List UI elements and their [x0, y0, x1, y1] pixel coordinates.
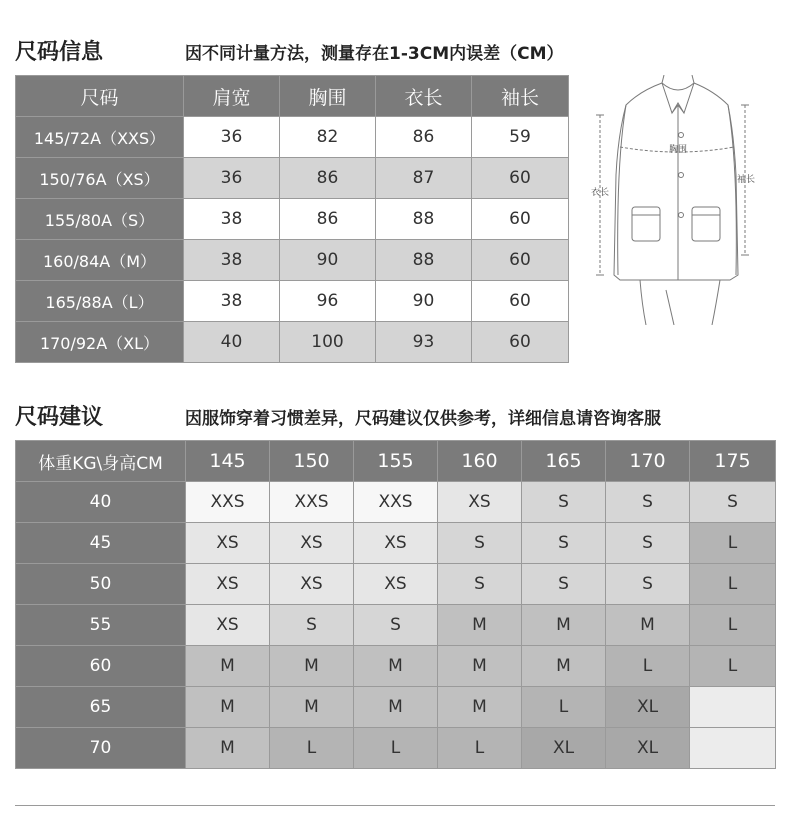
weight-height-corner-cell: 体重KG\身高CM [16, 441, 186, 482]
size-info-header-cell: 肩宽 [184, 76, 280, 117]
size-recommendation-table [15, 440, 776, 769]
recommended-size-cell: M [522, 646, 606, 687]
size-info-title: 尺码信息 [15, 40, 104, 65]
size-info-row [16, 158, 569, 199]
size-value-cell: 38 [184, 281, 280, 322]
recommended-size-cell: L [606, 646, 690, 687]
size-value-cell: 93 [376, 322, 472, 363]
size-info-header-cell: 胸围 [280, 76, 376, 117]
recommended-size-cell: S [270, 605, 354, 646]
recommended-size-cell: L [690, 605, 776, 646]
recommended-size-cell: XS [270, 564, 354, 605]
recommended-size-cell: S [606, 482, 690, 523]
weight-label-cell: 55 [16, 605, 186, 646]
recommended-size-cell: M [186, 728, 270, 769]
height-header-cell: 150 [270, 441, 354, 482]
size-value-cell: 36 [184, 158, 280, 199]
recommended-size-cell: L [522, 687, 606, 728]
recommended-size-cell: L [690, 523, 776, 564]
recommended-size-cell: XXS [270, 482, 354, 523]
size-value-cell: 36 [184, 117, 280, 158]
recommended-size-cell: S [606, 523, 690, 564]
recommended-size-cell: M [438, 605, 522, 646]
size-value-cell: 40 [184, 322, 280, 363]
size-info-row [16, 199, 569, 240]
size-value-cell: 96 [280, 281, 376, 322]
size-value-cell: 82 [280, 117, 376, 158]
size-value-cell: 60 [472, 281, 569, 322]
recommendation-row [16, 646, 776, 687]
recommendation-row [16, 605, 776, 646]
recommended-size-cell: M [186, 687, 270, 728]
height-header-cell: 165 [522, 441, 606, 482]
size-info-header-row [16, 76, 569, 117]
sleeve-label: 袖长 [736, 175, 756, 185]
recommended-size-cell: XS [270, 523, 354, 564]
recommended-size-cell: S [522, 564, 606, 605]
size-label-cell: 155/80A（S） [16, 199, 184, 240]
weight-label-cell: 50 [16, 564, 186, 605]
size-label-cell: 145/72A（XXS） [16, 117, 184, 158]
recommended-size-cell: XS [438, 482, 522, 523]
size-info-row [16, 281, 569, 322]
size-value-cell: 87 [376, 158, 472, 199]
recommended-size-cell: S [438, 564, 522, 605]
recommended-size-cell: XS [186, 523, 270, 564]
recommended-size-cell [690, 687, 776, 728]
recommendation-title: 尺码建议 [15, 405, 104, 430]
recommendation-header-row [16, 441, 776, 482]
weight-label-cell: 60 [16, 646, 186, 687]
recommended-size-cell: L [270, 728, 354, 769]
recommended-size-cell: XL [606, 728, 690, 769]
recommended-size-cell: XS [186, 605, 270, 646]
size-value-cell: 60 [472, 158, 569, 199]
recommendation-row [16, 523, 776, 564]
recommended-size-cell: M [522, 605, 606, 646]
recommended-size-cell: XL [606, 687, 690, 728]
recommended-size-cell: L [438, 728, 522, 769]
recommended-size-cell: L [690, 646, 776, 687]
recommended-size-cell: L [690, 564, 776, 605]
recommended-size-cell: S [606, 564, 690, 605]
size-value-cell: 100 [280, 322, 376, 363]
recommendation-row [16, 728, 776, 769]
recommended-size-cell [690, 728, 776, 769]
recommended-size-cell: XS [186, 564, 270, 605]
size-label-cell: 150/76A（XS） [16, 158, 184, 199]
size-info-header-cell: 袖长 [472, 76, 569, 117]
size-value-cell: 86 [280, 158, 376, 199]
recommendation-row [16, 687, 776, 728]
recommended-size-cell: S [438, 523, 522, 564]
recommended-size-cell: S [354, 605, 438, 646]
size-value-cell: 88 [376, 199, 472, 240]
recommended-size-cell: XS [354, 523, 438, 564]
height-header-cell: 175 [690, 441, 776, 482]
size-info-row [16, 117, 569, 158]
recommended-size-cell: S [690, 482, 776, 523]
weight-label-cell: 65 [16, 687, 186, 728]
size-value-cell: 38 [184, 240, 280, 281]
recommended-size-cell: XXS [186, 482, 270, 523]
weight-label-cell: 45 [16, 523, 186, 564]
height-header-cell: 160 [438, 441, 522, 482]
size-value-cell: 88 [376, 240, 472, 281]
height-header-cell: 145 [186, 441, 270, 482]
recommended-size-cell: M [606, 605, 690, 646]
size-value-cell: 90 [376, 281, 472, 322]
recommended-size-cell: M [354, 687, 438, 728]
chest-label: 胸围 [668, 145, 688, 155]
size-info-row [16, 322, 569, 363]
recommended-size-cell: M [270, 687, 354, 728]
size-value-cell: 60 [472, 199, 569, 240]
size-value-cell: 38 [184, 199, 280, 240]
size-label-cell: 160/84A（M） [16, 240, 184, 281]
recommended-size-cell: S [522, 482, 606, 523]
recommendation-note: 因服饰穿着习惯差异，尺码建议仅供参考，详细信息请咨询客服 [185, 409, 661, 429]
recommended-size-cell: XL [522, 728, 606, 769]
recommended-size-cell: L [354, 728, 438, 769]
recommended-size-cell: S [522, 523, 606, 564]
recommended-size-cell: M [354, 646, 438, 687]
recommended-size-cell: M [438, 646, 522, 687]
size-value-cell: 86 [376, 117, 472, 158]
size-value-cell: 60 [472, 240, 569, 281]
size-value-cell: 59 [472, 117, 569, 158]
size-label-cell: 170/92A（XL） [16, 322, 184, 363]
jacket-measurement-diagram [580, 75, 775, 325]
size-value-cell: 90 [280, 240, 376, 281]
recommended-size-cell: M [186, 646, 270, 687]
size-value-cell: 60 [472, 322, 569, 363]
height-header-cell: 170 [606, 441, 690, 482]
weight-label-cell: 70 [16, 728, 186, 769]
recommendation-row [16, 482, 776, 523]
recommended-size-cell: XS [354, 564, 438, 605]
size-info-table [15, 75, 569, 363]
recommended-size-cell: XXS [354, 482, 438, 523]
height-header-cell: 155 [354, 441, 438, 482]
size-info-header-cell: 尺码 [16, 76, 184, 117]
size-info-note: 因不同计量方法，测量存在1-3CM内误差（CM） [185, 44, 564, 64]
size-label-cell: 165/88A（L） [16, 281, 184, 322]
weight-label-cell: 40 [16, 482, 186, 523]
recommended-size-cell: M [270, 646, 354, 687]
bottom-divider [15, 805, 775, 806]
recommended-size-cell: M [438, 687, 522, 728]
size-info-header-cell: 衣长 [376, 76, 472, 117]
size-info-row [16, 240, 569, 281]
size-value-cell: 86 [280, 199, 376, 240]
length-label: 衣长 [590, 188, 610, 198]
recommendation-row [16, 564, 776, 605]
